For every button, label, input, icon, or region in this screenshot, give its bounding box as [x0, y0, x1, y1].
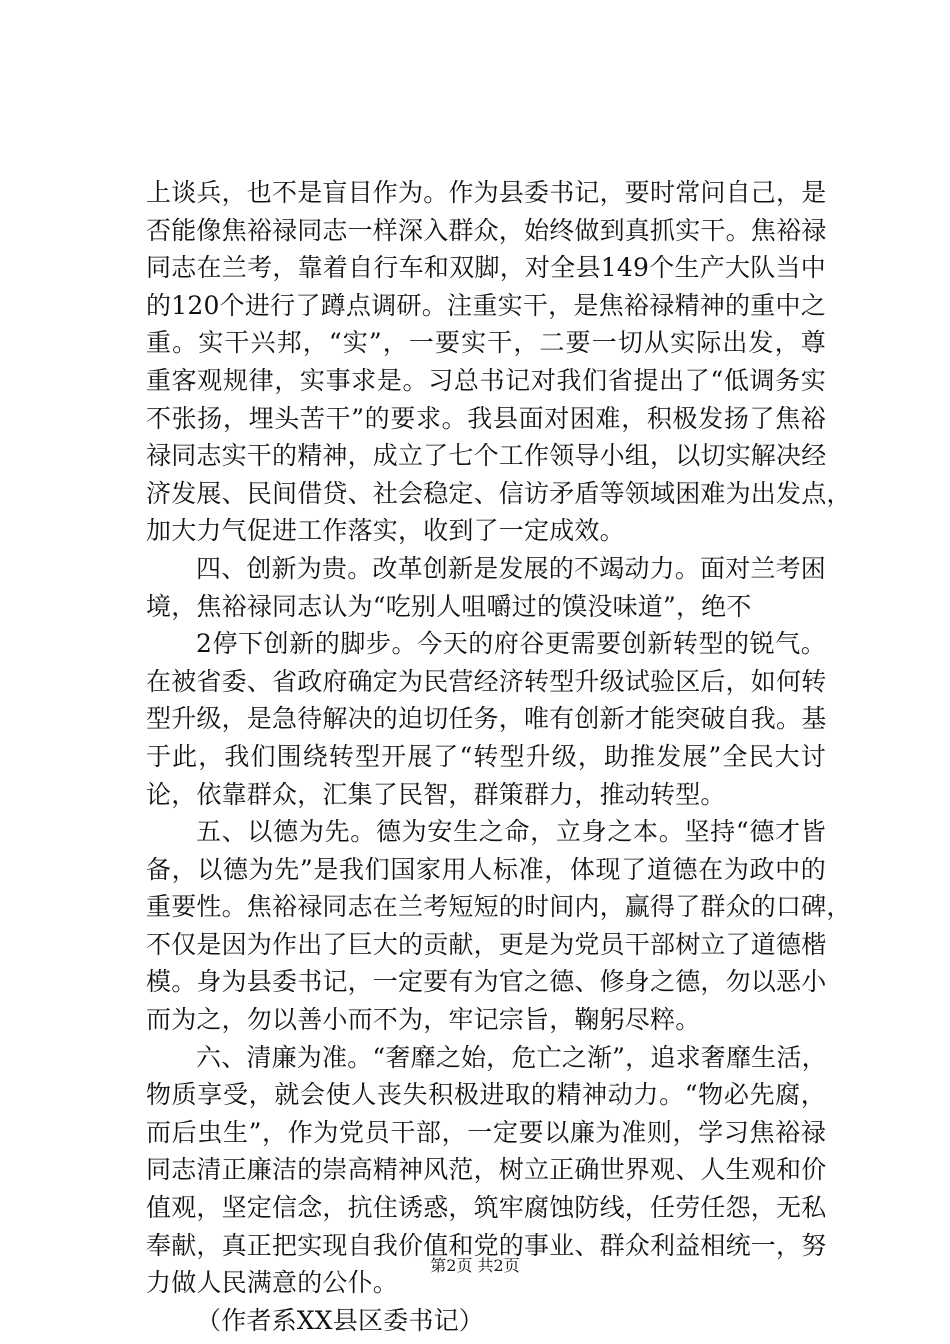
- text-line: 重要性。焦裕禄同志在兰考短短的时间内，赢得了群众的口碑，: [146, 892, 852, 922]
- text-line: 不仅是因为作出了巨大的贡献，更是为党员干部树立了道德楷: [146, 929, 827, 959]
- page-number-footer: 第2页 共2页: [430, 1256, 520, 1275]
- text-line: 五、以德为先。德为安生之命，立身之本。坚持“德才皆: [196, 817, 826, 847]
- text-line: 否能像焦裕禄同志一样深入群众，始终做到真抓实干。焦裕禄: [146, 215, 827, 245]
- text-line: 而为之，勿以善小而不为，牢记宗旨，鞠躬尽粹。: [146, 1005, 701, 1035]
- text-line: 六、清廉为准。“奢靡之始，危亡之渐”，追求奢靡生活，: [196, 1042, 827, 1072]
- text-line: 物质享受，就会使人丧失积极进取的精神动力。“物必先腐，: [146, 1080, 826, 1110]
- text-line: （作者系XX县区委书记）: [196, 1305, 484, 1335]
- text-line: 四、创新为贵。改革创新是发展的不竭动力。面对兰考困: [196, 553, 827, 583]
- text-line: 力做人民满意的公仆。: [146, 1268, 399, 1298]
- text-line: 同志在兰考，靠着自行车和双脚，对全县149个生产大队当中: [146, 253, 826, 283]
- text-line: 重客观规律，实事求是。习总书记对我们省提出了“低调务实: [146, 365, 826, 395]
- text-line: 不张扬，埋头苦干”的要求。我县面对困难，积极发扬了焦裕: [146, 403, 826, 433]
- text-line: 2停下创新的脚步。今天的府谷更需要创新转型的锐气。: [196, 629, 826, 659]
- text-line: 而后虫生”，作为党员干部，一定要以廉为准则，学习焦裕禄: [146, 1117, 826, 1147]
- text-line: 重。实干兴邦，“实”，一要实干，二要一切从实际出发，尊: [146, 328, 826, 358]
- text-line: 上谈兵，也不是盲目作为。作为县委书记，要时常问自己，是: [146, 178, 827, 207]
- text-line: 加大力气促进工作落实，收到了一定成效。: [146, 516, 625, 546]
- text-line: 模。身为县委书记，一定要有为官之德、修身之德，勿以恶小: [146, 967, 827, 997]
- text-line: 奉献，真正把实现自我价值和党的事业、群众利益相统一，努: [146, 1230, 827, 1260]
- text-line: 的120个进行了蹲点调研。注重实干，是焦裕禄精神的重中之: [146, 290, 826, 320]
- text-line: 型升级，是急待解决的迫切任务，唯有创新才能突破自我。基: [146, 704, 827, 734]
- text-line: 同志清正廉洁的崇高精神风范，树立正确世界观、人生观和价: [146, 1155, 827, 1185]
- document-body: [146, 174, 852, 1339]
- text-line: 禄同志实干的精神，成立了七个工作领导小组，以切实解决经: [146, 441, 827, 471]
- text-line: 值观，坚定信念，抗住诱惑，筑牢腐蚀防线，任劳任怨，无私: [146, 1193, 827, 1223]
- text-line: 备，以德为先”是我们国家用人标准，体现了道德在为政中的: [146, 854, 826, 884]
- text-line: 在被省委、省政府确定为民营经济转型升级试验区后，如何转: [146, 666, 827, 696]
- text-line: 论，依靠群众，汇集了民智，群策群力，推动转型。: [146, 779, 726, 809]
- text-line: 济发展、民间借贷、社会稳定、信访矛盾等领域困难为出发点，: [146, 478, 852, 508]
- text-line: 于此，我们围绕转型开展了“转型升级，助推发展”全民大讨: [146, 741, 826, 771]
- text-line: 境，焦裕禄同志认为“吃别人咀嚼过的馍没味道”，绝不: [146, 591, 752, 621]
